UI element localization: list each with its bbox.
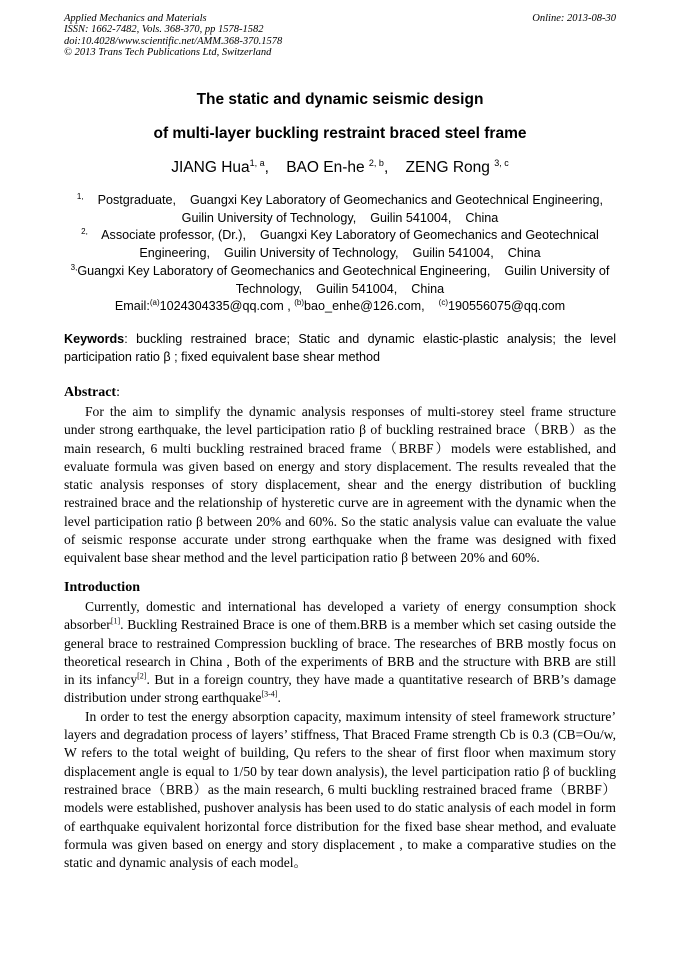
- journal-header: [64, 13, 616, 58]
- email-address-b[interactable]: bao_enhe@126.com,: [304, 299, 425, 314]
- abstract-body: [64, 403, 616, 568]
- issn-line: ISSN: 1662-7482, Vols. 368-370, pp 1578-1582: [64, 24, 264, 36]
- paper-title-line-1: The static and dynamic seismic design: [196, 91, 484, 108]
- author-name: JIANG Hua: [171, 159, 250, 177]
- abstract-colon: :: [116, 385, 120, 400]
- introduction-body: [64, 598, 616, 872]
- email-address-c[interactable]: 190556075@qq.com: [448, 299, 566, 314]
- introduction-heading: Introduction: [64, 580, 140, 595]
- author-separator: ,: [264, 159, 287, 177]
- affil-number: 2,: [81, 227, 88, 236]
- journal-name: Applied Mechanics and Materials: [64, 13, 207, 24]
- keywords-block: [64, 330, 616, 366]
- intro-text: . But in a foreign country, they have made a quantitative research of BRB’s damage distribution under strong earthquake: [64, 672, 616, 706]
- affil-text: Engineering, Guilin University of Technology, Guilin 541004, China: [139, 245, 541, 260]
- author-name: BAO En-he: [286, 159, 369, 177]
- affiliation-1: [64, 188, 616, 228]
- keywords-label: Keywords: [64, 332, 125, 346]
- email-label: Email:: [114, 299, 150, 314]
- intro-text: Currently, domestic and international has developed a variety of energy consumption shock absorber: [64, 599, 616, 633]
- citation-ref: [2]: [137, 671, 147, 681]
- email-sup: (a): [149, 298, 160, 307]
- online-date: Online: 2013-08-30: [532, 13, 616, 24]
- affil-text: Technology, Guilin 541004, China: [235, 281, 445, 296]
- copyright-line: © 2013 Trans Tech Publications Ltd, Switzerland: [64, 46, 272, 58]
- affil-text: Associate professor, (Dr.), Guangxi Key Laboratory of Geomechanics and Geotechnical: [101, 228, 599, 243]
- author-affil-sup: 3, c: [494, 158, 509, 168]
- affil-text: Postgraduate, Guangxi Key Laboratory of Geomechanics and Geotechnical Engineering,: [97, 193, 604, 208]
- paper-title-line-2: of multi-layer buckling restraint braced steel frame: [153, 125, 527, 142]
- affil-text: Guangxi Key Laboratory of Geomechanics and Geotechnical Engineering, Guilin University of: [77, 264, 610, 279]
- keywords-text: : buckling restrained brace; Static and dynamic elastic-plastic analysis; the level participation ratio β ; fixed equivalent base shear method: [64, 332, 616, 365]
- email-line: Email:$^{(a)}$1024304335@qq.com , $^{(b)}$bao_enhe@126.com, $^{(c)}$190556075@qq.com: [114, 298, 566, 314]
- intro-paragraph-1: [64, 598, 616, 708]
- affil-number: 1,: [76, 192, 84, 201]
- abstract-heading: Abstract: [64, 385, 117, 400]
- abstract-paragraph: For the aim to simplify the dynamic analysis responses of multi-storey steel frame structure under strong earthquake, the level participation ratio β of buckling restrained brace（BRB）as the main research, 6 multi buckling restrained braced frame（BRBF）models were established, and evaluate formula was given based on energy and story displacement. The results revealed that the static analysis responses of story displacement, shear and the energy distribution of buckling restrained brace and the relationship of hysteretic curve are in agreement with the dynamic when the level participation ratio β between 20% and 60%. So the static analysis value can evaluate the value of seismic response accurate under strong earthquake when the frame was designed with fixed equivalent base shear method and the level participation ratio β between 20% and 60%.: [64, 404, 616, 566]
- author-list: [64, 158, 616, 177]
- citation-ref: [1]: [110, 616, 121, 626]
- doi-line: doi:10.4028/www.scientific.net/AMM.368-370.1578: [64, 35, 283, 47]
- intro-paragraph-2: In order to test the energy absorption capacity, maximum intensity of steel framework structure’ layers and degradation process of layers’ stiffness, That Braced Frame strength Cb is 0.3 (CB=Ou/w, W refers to the total weight of building, Qu refers to the shear of first floor when maximum story displacement angle is equal to 1/50 by tear down analysis), the level participation ratio β of buckling restrained brace（BRB）as the main research, 6 multi buckling restrained braced frame（BRBF）models were established, pushover analysis has been used to do static analysis of each model in form of earthquake equivalent horizontal force distribution for the fixed base shear method, and evaluate formula was given based on energy and story displacement , to make a comparative studies on the static and dynamic analysis of each model。: [64, 708, 616, 871]
- author-affil-sup: 1, a: [249, 158, 265, 168]
- citation-ref: [3-4]: [261, 689, 278, 699]
- intro-text: . Buckling Restrained Brace is one of them.BRB is a member which set casing outside the general brace to restrained Compression buckling of brace. The researches of BRB mostly focus on theoretical research in China , Both of the experiments of BRB and the structure with BRB are still in its infancy: [64, 617, 616, 688]
- intro-text: .: [277, 690, 281, 706]
- affil-number: 3,: [70, 263, 78, 272]
- email-sup: (b): [294, 298, 305, 307]
- author-affil-sup: 2, b: [368, 158, 384, 168]
- email-sup: (c): [438, 298, 448, 307]
- affiliation-3: [64, 259, 616, 299]
- email-address-a[interactable]: 1024304335@qq.com: [159, 299, 284, 314]
- affil-text: Guilin University of Technology, Guilin 541004, China: [181, 210, 499, 225]
- affiliation-2: [64, 223, 616, 263]
- author-separator: ,: [383, 159, 406, 177]
- abstract-heading-line: [64, 385, 120, 401]
- author-name: ZENG Rong: [405, 159, 495, 177]
